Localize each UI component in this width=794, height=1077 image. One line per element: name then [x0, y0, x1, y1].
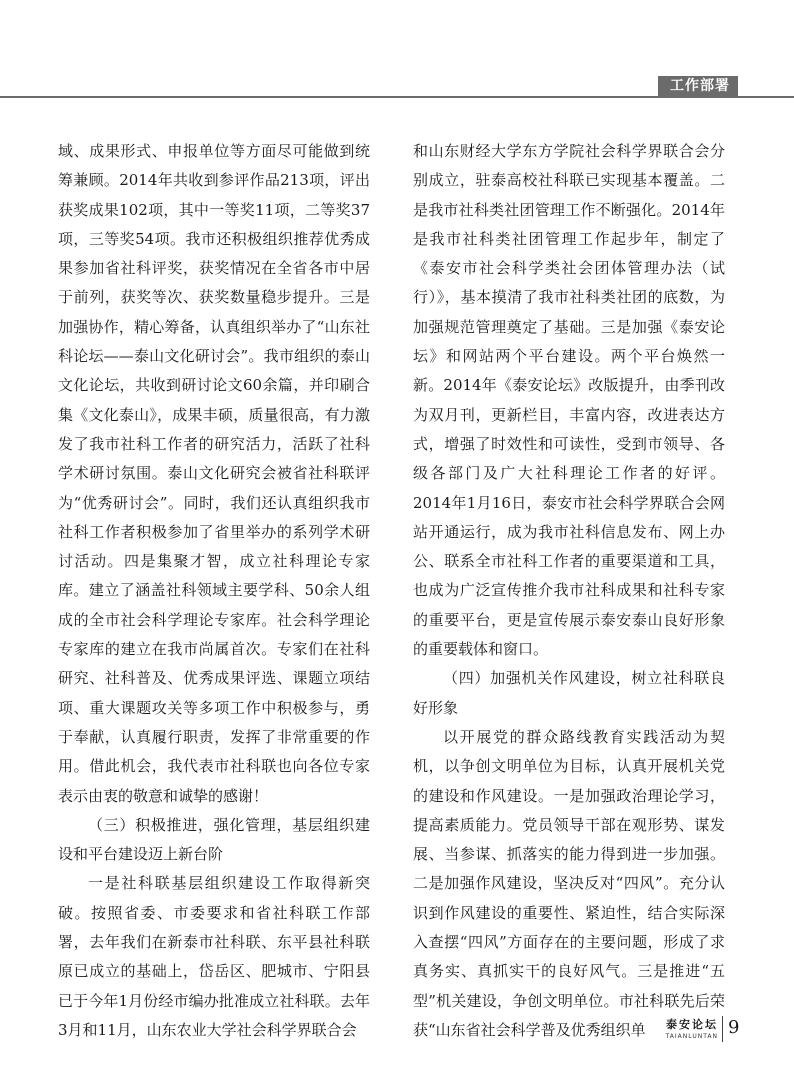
right-paragraph-1: 和山东财经大学东方学院社会科学界联合会分别成立，驻泰高校社科联已实现基本覆盖。二是我市社科类社团管理工作不断强化。2014年是我市社科类社团管理工作起步年，制定了《泰安市社会科学类社会团体管理办法（试行）》，基本摸清了我市社科类社团的底数，为加强规范管理奠定了基础。三是加强《泰安论坛》和网站两个平台建设。两个平台焕然一新。2014年《泰安论坛》改版提升，由季刊改为双月刊，更新栏目，丰富内容，改进表达方式，增强了时效性和可读性，受到市领导、各级各部门及广大社科理论工作者的好评。 2014年1月16日，泰安市社会科学界联合会网站开通运行，成为我市社科信息发布、网上办公、联系全市社科工作者的重要渠道和工具，也成为广泛宣传推介我市社科成果和社科专家的重要平台，更是宣传展示泰安泰山良好形象的重要载体和窗口。 — [413, 142, 725, 659]
footer-brand-pinyin: TAIANLUNTAN — [665, 1033, 718, 1040]
right-paragraph-2: 以开展党的群众路线教育实践活动为契机，以争创文明单位为目标，认真开展机关党的建设和作风建设。一是加强政治理论学习，提高素质能力。党员领导干部在观形势、谋发展、当参谋、抓落实的能力得到进一步加强。二是加强作风建设，坚决反对“四风”。充分认识到作风建设的重要性、紧迫性，结合实际深入查摆“四风”方面存在的主要问题，形成了求真务实、真抓实干的良好风气。三是推进“五型”机关建设，争创文明单位。市社科联先后荣获“山东省社会科学普及优秀组织单 — [413, 727, 725, 1039]
footer-brand-name: 泰安论坛 — [666, 1018, 718, 1031]
section-tag: 工作部署 — [658, 76, 738, 96]
right-column — [413, 137, 725, 1045]
left-paragraph-2: 一是社科联基层组织建设工作取得新突破。按照省委、市委要求和省社科联工作部署，去年我们在新泰市社科联、东平县社科联原已成立的基础上，岱岳区、肥城市、宁阳县已于今年1月份经市编办批准成立社科联。去年3月和11月，山东农业大学社会科学界联合会 — [58, 874, 370, 1039]
footer-divider — [722, 1016, 723, 1042]
left-column — [58, 137, 370, 1045]
left-paragraph-1: 域、成果形式、申报单位等方面尽可能做到统筹兼顾。2014年共收到参评作品213项，评出获奖成果102项，其中一等奖11项，二等奖37项，三等奖54项。我市还积极组织推荐优秀成果参加省社科评奖，获奖情况在全省各市中居于前列，获奖等次、获奖数量稳步提升。三是加强协作，精心筹备，认真组织举办了“山东社科论坛——泰山文化研讨会”。我市组织的泰山文化论坛，共收到研讨论文60余篇，并印刷合集《文化泰山》，成果丰硕，质量很高，有力激发了我市社科工作者的研究活力，活跃了社科学术研讨氛围。泰山文化研究会被省社科联评为“优秀研讨会”。同时，我们还认真组织我市社科工作者积极参加了省里举办的系列学术研讨活动。四是集聚才智，成立社科理论专家库。建立了涵盖社科领域主要学科、50余人组成的全市社会科学理论专家库。社会科学理论专家库的建立在我市尚属首次。专家们在社科研究、社科普及、优秀成果评选、课题立项结项、重大课题攻关等多项工作中积极参与，勇于奉献，认真履行职责，发挥了非常重要的作用。借此机会，我代表市社科联也向各位专家表示由衷的敬意和诚挚的感谢！ — [58, 142, 370, 805]
page-number: 9 — [728, 1017, 740, 1038]
footer-brand — [622, 1018, 718, 1041]
right-section-heading: （四）加强机关作风建设，树立社科联良好形象 — [413, 669, 725, 717]
left-section-heading: （三）积极推进，强化管理，基层组织建设和平台建设迈上新台阶 — [58, 815, 370, 864]
